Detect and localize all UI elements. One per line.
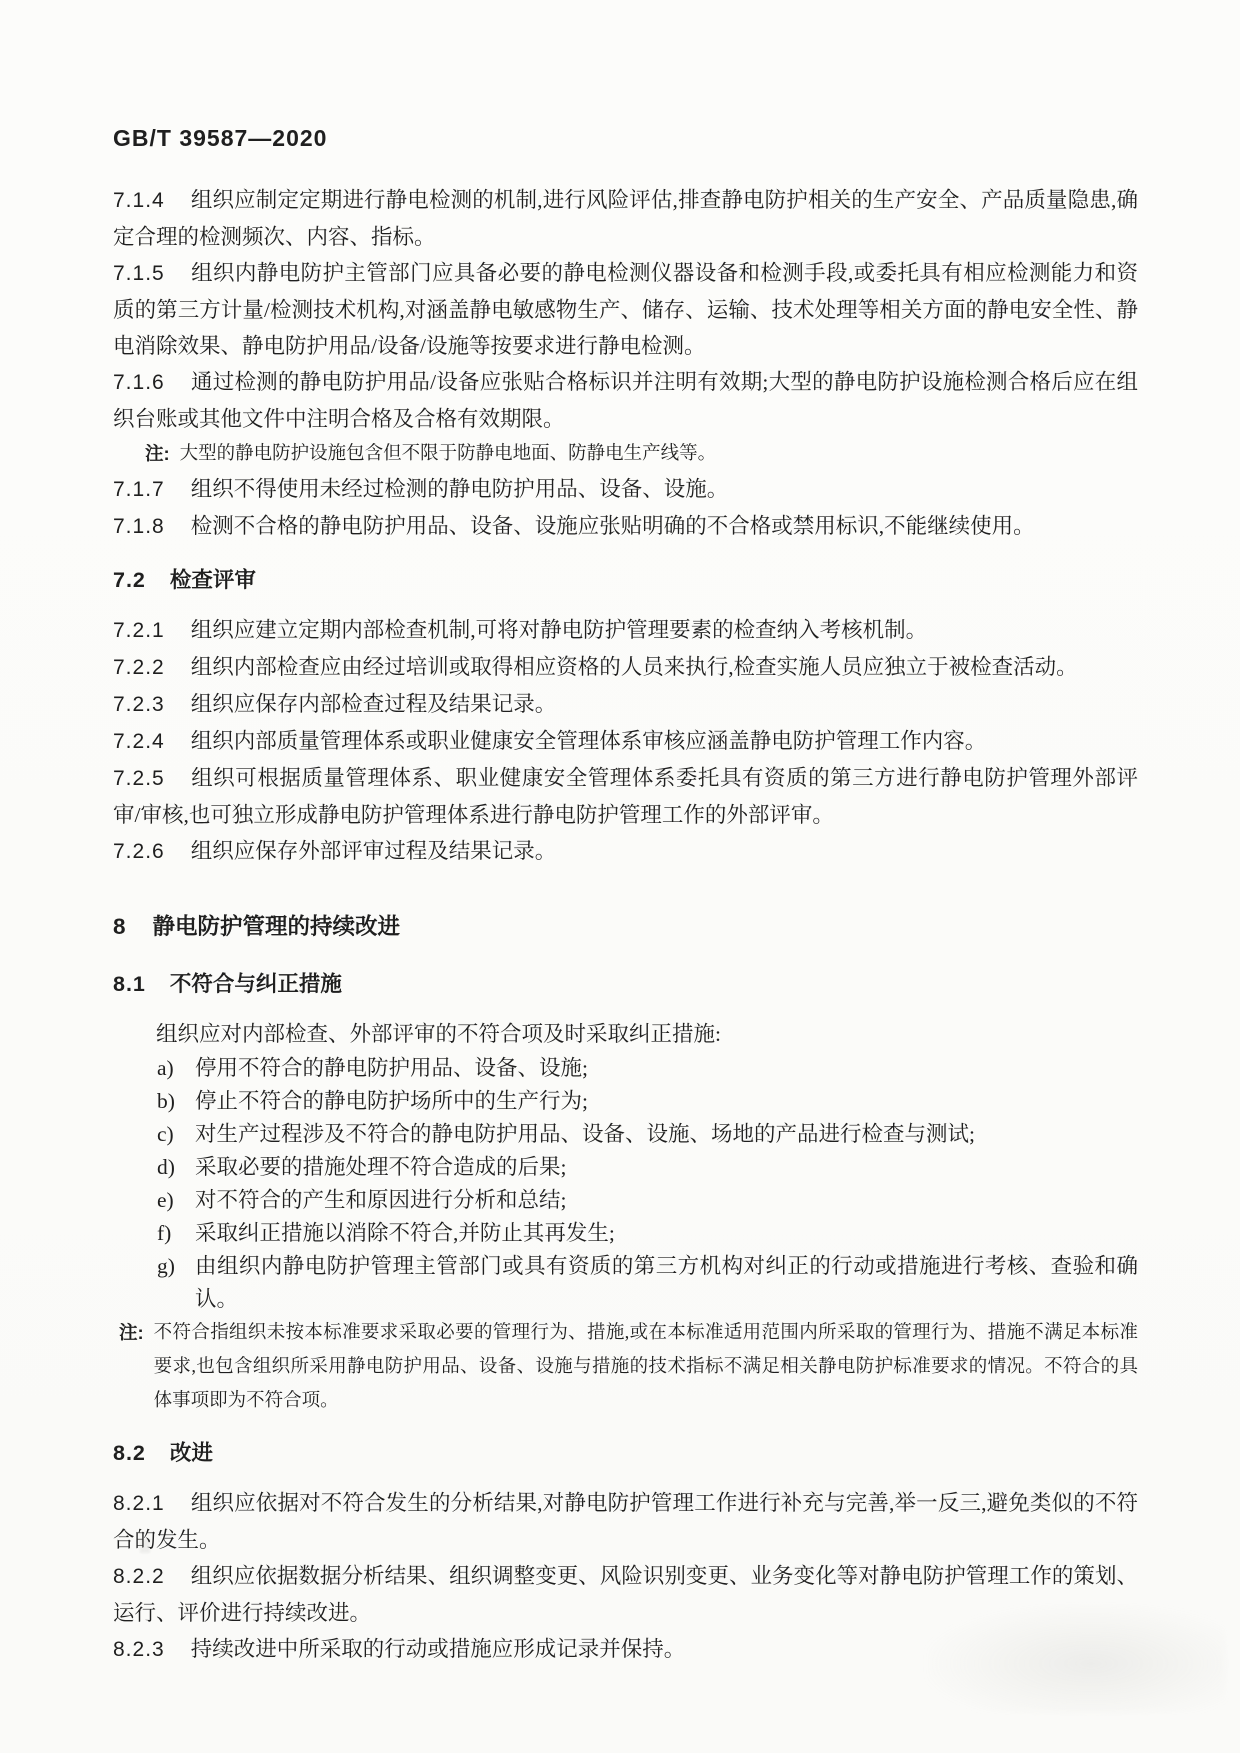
list-item-f [157,1217,1138,1250]
chapter-heading-8 [113,908,1138,946]
clause-7-1-5-number: 7.1.5 [113,262,165,285]
chapter-8-title: 静电防护管理的持续改进 [152,914,401,939]
section-heading-8-1 [113,966,1138,1002]
list-item-b-text: 停止不符合的静电防护场所中的生产行为; [195,1089,588,1113]
list-item-g-text: 由组织内静电防护管理主管部门或具有资质的第三方机构对纠正的行动或措施进行考核、查验和确认。 [195,1254,1138,1311]
clause-7-1-5-text: 组织内静电防护主管部门应具备必要的静电检测仪器设备和检测手段,或委托具有相应检测能力和资质的第三方计量/检测技术机构,对涵盖静电敏感物生产、储存、运输、技术处理等相关方面的静电安全性、静电消除效果、静电防护用品/设备/设施等按要求进行静电检测。 [113,261,1138,358]
note-7-1-6 [145,437,1138,471]
clause-7-1-7-text: 组织不得使用未经过检测的静电防护用品、设备、设施。 [190,477,729,501]
clause-7-1-7-number: 7.1.7 [113,478,165,501]
section-heading-7-2 [113,562,1138,598]
section-8-2-number: 8.2 [113,1441,146,1465]
list-item-a-label: a) [157,1056,174,1080]
list-item-e-text: 对不符合的产生和原因进行分析和总结; [195,1188,567,1212]
clause-7-1-8-text: 检测不合格的静电防护用品、设备、设施应张贴明确的不合格或禁用标识,不能继续使用。 [190,514,1035,538]
clause-7-1-7 [113,471,1138,508]
note-label: 注: [145,443,170,464]
list-item-f-label: f) [157,1221,172,1245]
clause-7-2-2-number: 7.2.2 [113,656,165,679]
clause-7-2-3 [113,686,1138,723]
list-item-c [157,1118,1138,1151]
note-8-1 [119,1316,1138,1418]
clause-8-2-3-text: 持续改进中所采取的行动或措施应形成记录并保持。 [190,1637,686,1661]
section-8-2-title: 改进 [169,1441,213,1465]
list-item-a [157,1052,1138,1085]
clause-7-1-8-number: 7.1.8 [113,515,165,538]
clause-8-2-3-number: 8.2.3 [113,1638,165,1661]
clause-8-2-1-text: 组织应依据对不符合发生的分析结果,对静电防护管理工作进行补充与完善,举一反三,避免类似的不符合的发生。 [113,1491,1138,1552]
clause-7-2-4 [113,723,1138,760]
clause-8-2-2-number: 8.2.2 [113,1565,165,1588]
clause-7-1-4-text: 组织应制定定期进行静电检测的机制,进行风险评估,排查静电防护相关的生产安全、产品质量隐患,确定合理的检测频次、内容、指标。 [113,188,1138,249]
clause-7-1-6-text: 通过检测的静电防护用品/设备应张贴合格标识并注明有效期;大型的静电防护设施检测合格后应在组织台账或其他文件中注明合格及合格有效期限。 [113,370,1138,431]
clause-7-2-1 [113,612,1138,649]
section-heading-8-2 [113,1435,1138,1471]
clause-7-2-2-text: 组织内部检查应由经过培训或取得相应资格的人员来执行,检查实施人员应独立于被检查活动。 [190,655,1078,679]
clause-8-2-1 [113,1485,1138,1558]
section-8-1-title: 不符合与纠正措施 [169,972,342,996]
clause-7-2-6-text: 组织应保存外部评审过程及结果记录。 [190,839,557,863]
section-7-2-number: 7.2 [113,568,146,592]
clause-7-1-5 [113,255,1138,364]
list-item-e-label: e) [157,1188,174,1212]
list-item-d-text: 采取必要的措施处理不符合造成的后果; [195,1155,567,1179]
list-item-a-text: 停用不符合的静电防护用品、设备、设施; [195,1056,588,1080]
list-item-c-label: c) [157,1122,174,1146]
note-text: 不符合指组织未按本标准要求采取必要的管理行为、措施,或在本标准适用范围内所采取的管理行为、措施不满足本标准要求,也包含组织所采用静电防护用品、设备、设施与措施的技术指标不满足相关静电防护标准要求的情况。不符合的具体事项即为不符合项。 [153,1323,1138,1411]
clause-7-1-6 [113,364,1138,437]
list-item-b [157,1085,1138,1118]
list-item-d-label: d) [157,1155,175,1179]
list-item-g-label: g) [157,1254,175,1278]
clause-7-1-4 [113,182,1138,255]
list-item-c-text: 对生产过程涉及不符合的静电防护用品、设备、设施、场地的产品进行检查与测试; [195,1122,975,1146]
clause-8-2-1-number: 8.2.1 [113,1492,165,1515]
clause-7-1-8 [113,508,1138,545]
clause-7-2-3-text: 组织应保存内部检查过程及结果记录。 [190,692,557,716]
clause-7-2-6 [113,833,1138,870]
list-item-f-text: 采取纠正措施以消除不符合,并防止其再发生; [195,1221,615,1245]
list-item-b-label: b) [157,1089,175,1113]
clause-7-2-3-number: 7.2.3 [113,693,165,716]
clause-7-2-4-number: 7.2.4 [113,730,165,753]
corrective-actions-list [157,1052,1138,1316]
clause-7-1-6-number: 7.1.6 [113,371,165,394]
clause-8-2-3 [113,1631,1138,1668]
clause-7-2-6-number: 7.2.6 [113,840,165,863]
clause-7-1-4-number: 7.1.4 [113,189,165,212]
clause-7-2-5 [113,760,1138,833]
clause-7-2-1-number: 7.2.1 [113,619,165,642]
clause-7-2-1-text: 组织应建立定期内部检查机制,可将对静电防护管理要素的检查纳入考核机制。 [190,618,928,642]
note-label: 注: [119,1322,144,1343]
corrective-actions-lead-in: 组织应对内部检查、外部评审的不符合项及时采取纠正措施: [156,1022,721,1046]
list-item-e [157,1184,1138,1217]
chapter-8-number: 8 [113,914,127,939]
section-7-2-title: 检查评审 [169,568,256,592]
clause-7-2-5-text: 组织可根据质量管理体系、职业健康安全管理体系委托具有资质的第三方进行静电防护管理外部评审/审核,也可独立形成静电防护管理体系进行静电防护管理工作的外部评审。 [113,766,1138,827]
clause-8-2-2-text: 组织应依据数据分析结果、组织调整变更、风险识别变更、业务变化等对静电防护管理工作的策划、运行、评价进行持续改进。 [113,1564,1138,1625]
clause-7-2-4-text: 组织内部质量管理体系或职业健康安全管理体系审核应涵盖静电防护管理工作内容。 [190,729,987,753]
clause-8-2-2 [113,1558,1138,1631]
standard-number: GB/T 39587—2020 [113,125,328,151]
section-8-1-number: 8.1 [113,972,146,996]
note-text: 大型的静电防护设施包含但不限于防静电地面、防静电生产线等。 [179,444,717,464]
list-item-g [157,1250,1138,1316]
list-item-d [157,1151,1138,1184]
clause-7-2-5-number: 7.2.5 [113,767,165,790]
clause-7-2-2 [113,649,1138,686]
